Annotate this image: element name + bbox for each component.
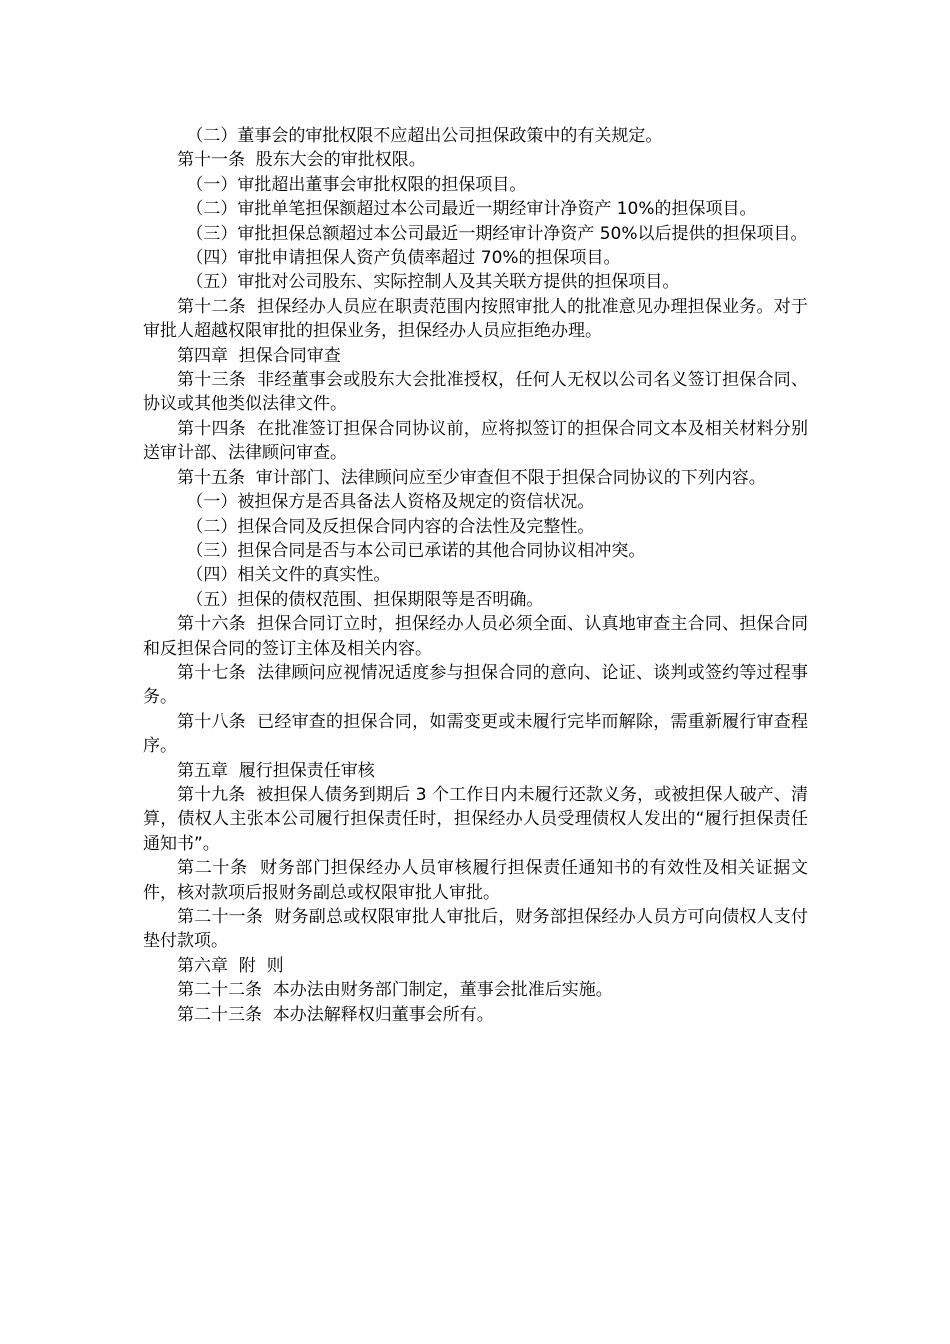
article-paragraph: 第二十二条 本办法由财务部门制定，董事会批准后实施。 xyxy=(177,980,613,1001)
article-paragraph: 第十四条 在批准签订担保合同协议前，应将拟签订的担保合同文本及相关材料分别送审计部、法律顾问审查。 xyxy=(143,418,808,464)
chapter-heading: 第五章 履行担保责任审核 xyxy=(177,760,375,781)
article-paragraph: 第十五条 审计部门、法律顾问应至少审查但不限于担保合同协议的下列内容。 xyxy=(177,467,766,488)
chapter-heading: 第六章 附 则 xyxy=(177,955,284,976)
paragraph: （五）担保的债权范围、担保期限等是否明确。 xyxy=(186,589,544,610)
document-body xyxy=(143,124,808,1027)
paragraph: （三）审批担保总额超过本公司最近一期经审计净资产 50%以后提供的担保项目。 xyxy=(186,223,808,244)
paragraph: （一）审批超出董事会审批权限的担保项目。 xyxy=(186,174,527,195)
article-paragraph: 第十九条 被担保人债务到期后 3 个工作日内未履行还款义务，或被担保人破产、清算，债权人主张本公司履行担保责任时，担保经办人员受理债权人发出的“履行担保责任通知书”。 xyxy=(143,784,808,854)
paragraph: （四）审批申请担保人资产负债率超过 70%的担保项目。 xyxy=(186,248,621,269)
paragraph: （二）董事会的审批权限不应超出公司担保政策中的有关规定。 xyxy=(186,126,663,146)
paragraph: （一）被担保方是否具备法人资格及规定的资信状况。 xyxy=(186,492,595,513)
article-paragraph: 第二十条 财务部门担保经办人员审核履行担保责任通知书的有效性及相关证据文件，核对款项后报财务副总或权限审批人审批。 xyxy=(143,858,808,903)
paragraph: （三）担保合同是否与本公司已承诺的其他合同协议相冲突。 xyxy=(186,540,646,561)
article-paragraph: 第二十三条 本办法解释权归董事会所有。 xyxy=(177,1004,494,1025)
paragraph: （五）审批对公司股东、实际控制人及其关联方提供的担保项目。 xyxy=(186,272,680,293)
article-heading: 第十一条 股东大会的审批权限。 xyxy=(177,150,426,171)
article-paragraph: 第十二条 担保经办人员应在职责范围内按照审批人的批准意见办理担保业务。对于审批人超越权限审批的担保业务，担保经办人员应拒绝办理。 xyxy=(143,296,808,342)
article-paragraph: 第二十一条 财务副总或权限审批人审批后，财务部担保经办人员方可向债权人支付垫付款项。 xyxy=(143,907,808,952)
paragraph: （四）相关文件的真实性。 xyxy=(186,565,391,586)
article-paragraph: 第十三条 非经董事会或股东大会批准授权，任何人无权以公司名义签订担保合同、协议或其他类似法律文件。 xyxy=(143,370,808,415)
article-paragraph: 第十六条 担保合同订立时，担保经办人员必须全面、认真地审查主合同、担保合同和反担保合同的签订主体及相关内容。 xyxy=(143,614,808,659)
article-paragraph: 第十七条 法律顾问应视情况适度参与担保合同的意向、论证、谈判或签约等过程事务。 xyxy=(143,662,808,708)
chapter-heading: 第四章 担保合同审查 xyxy=(177,345,341,366)
paragraph: （二）担保合同及反担保合同内容的合法性及完整性。 xyxy=(186,516,595,537)
paragraph: （二）审批单笔担保额超过本公司最近一期经审计净资产 10%的担保项目。 xyxy=(186,199,757,220)
article-paragraph: 第十八条 已经审查的担保合同，如需变更或未履行完毕而解除，需重新履行审查程序。 xyxy=(143,711,808,757)
